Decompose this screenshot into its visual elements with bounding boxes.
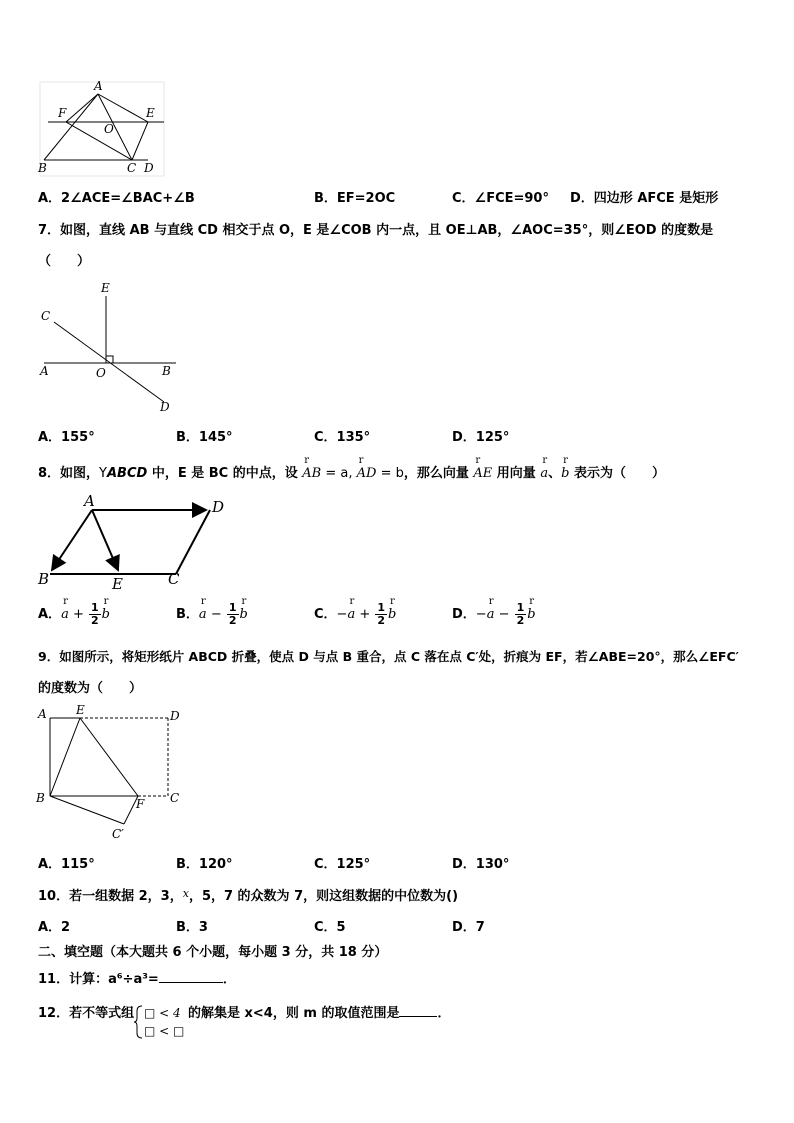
q8-option-d-frac [515, 602, 527, 627]
q12-brace [134, 1005, 144, 1039]
frac-num: 1 [91, 601, 99, 614]
frac-num: 1 [228, 601, 237, 614]
q7-label-e: E [101, 281, 110, 295]
q7-label-d: D [160, 400, 170, 414]
q8-option-b-label: B． [176, 607, 199, 622]
q8-figure [36, 492, 236, 592]
q8-option-c-frac [375, 602, 387, 627]
q8-vec-a: r a [540, 466, 548, 481]
q9-option-d: D．130° [452, 857, 510, 872]
q8-label-e: E [112, 575, 123, 593]
q8-stem-end: 表示为（ ） [569, 466, 665, 481]
q9-option-a: A．115° [38, 857, 95, 872]
q9-option-c: C．125° [314, 857, 371, 872]
q8-option-a [38, 602, 110, 627]
q7-option-c: C．135° [314, 430, 371, 445]
q7-stem: 7．如图，直线 AB 与直线 CD 相交于点 O，E 是∠COB 内一点，且 OE⊥AB，∠AOC=35°，则∠EOD 的度数是 [38, 223, 714, 238]
q8-option-b-b: r b [240, 607, 248, 622]
q8-option-b-a: r a [199, 607, 207, 622]
q8-vec-ab: r AB [302, 466, 321, 481]
q9-figure [36, 704, 196, 844]
q8-option-c-sign: + [355, 607, 375, 622]
q11-stem: 11．计算：a⁶÷a³= [38, 972, 159, 987]
q6-label-c: C [127, 161, 137, 175]
q8-option-d-pre: − [475, 607, 487, 622]
q6-option-c: C．∠FCE=90° [452, 191, 549, 206]
q7-option-b: B．145° [176, 430, 233, 445]
q10-option-b: B．3 [176, 920, 208, 935]
q7-label-b: B [162, 364, 171, 378]
q9-label-f: F [136, 797, 145, 811]
q8-option-a-a: r a [61, 607, 69, 622]
q8-label-a: A [84, 492, 95, 510]
q7-paren: （ ） [38, 254, 91, 269]
q8-vec-b: r b [561, 466, 569, 481]
frac-den: 2 [377, 614, 386, 627]
q12-inequality-1: □ < 4 [144, 1006, 181, 1020]
q9-label-c: C [170, 791, 180, 805]
q7-label-a: A [40, 364, 49, 378]
q8-option-c-b: r b [388, 607, 396, 622]
q8-option-a-sign: + [68, 607, 88, 622]
q8-option-b [176, 602, 248, 627]
q6-label-f: F [58, 106, 67, 120]
q8-stem-mid2: ，那么向量 [403, 466, 474, 481]
q11-answer-blank[interactable] [159, 970, 223, 983]
section-heading-fill-in: 二、填空题（本大题共 6 个小题，每小题 3 分，共 18 分） [38, 945, 388, 960]
q8-option-b-sign: − [206, 607, 226, 622]
q9-label-e: E [76, 703, 85, 717]
q8-stem-mid: 中，E 是 BC 的中点，设 [147, 466, 303, 481]
q7-option-d: D．125° [452, 430, 510, 445]
q6-label-e: E [146, 106, 155, 120]
q8-option-d-a: r a [487, 607, 495, 622]
frac-num: 1 [377, 601, 386, 614]
q8-option-c-pre: − [336, 607, 348, 622]
q8-option-a-b: r b [102, 607, 110, 622]
q6-label-b: B [38, 161, 47, 175]
q8-stem-mid3: 用向量 [492, 466, 541, 481]
q9-label-b: B [36, 791, 45, 805]
q10-option-c: C．5 [314, 920, 346, 935]
q8-option-d-sign: − [494, 607, 514, 622]
q8-option-c-a: r a [347, 607, 355, 622]
q8-parallelogram-symbol: Y [99, 466, 107, 481]
q8-label-d: D [212, 498, 225, 516]
q10-stem-a: 10．若一组数据 2，3， [38, 889, 183, 904]
q8-vec-ae: r AE [473, 466, 492, 481]
q8-option-c-label: C． [314, 607, 337, 622]
q8-eq-b: = b [376, 466, 404, 481]
q9-stem-line1: 9．如图所示，将矩形纸片 ABCD 折叠，使点 D 与点 B 重合，点 C 落在点 C′处，折痕为 EF，若∠ABE=20°，那么∠EFC′ [38, 649, 739, 664]
q6-label-a: A [94, 79, 103, 93]
q11 [38, 968, 236, 987]
q10-variable-x: x [182, 887, 189, 900]
q12-stem-a: 12．若不等式组 [38, 1006, 135, 1021]
q8-parallelogram-name: ABCD [107, 466, 148, 481]
q9-label-a: A [38, 707, 47, 721]
q12-stem-b [188, 1002, 450, 1021]
q10-stem [38, 885, 458, 904]
q8-option-a-frac [89, 602, 101, 627]
q10-stem-b: ，5，7 的众数为 7，则这组数据的中位数为() [188, 889, 459, 904]
q12-answer-blank[interactable] [399, 1004, 437, 1017]
q8-stem-prefix: 8．如图， [38, 466, 100, 481]
q6-option-a: A．2∠ACE=∠BAC+∠B [38, 191, 195, 206]
q6-option-b: B．EF=2OC [314, 191, 396, 206]
q7-label-c: C [41, 309, 51, 323]
q8-label-c: C [168, 570, 180, 588]
q6-option-d: D．四边形 AFCE 是矩形 [570, 191, 719, 206]
q6-figure [36, 78, 166, 176]
q9-label-d: D [170, 709, 180, 723]
q8-vec-ad: r AD [357, 466, 377, 481]
q8-sep: 、 [548, 466, 562, 481]
q7-figure [36, 280, 186, 415]
q8-option-d-b: r b [527, 607, 535, 622]
q8-stem [38, 462, 665, 481]
q11-end: ． [222, 972, 236, 987]
q8-eq-a: = a, [321, 466, 357, 481]
q8-option-b-frac [227, 602, 239, 627]
frac-den: 2 [91, 614, 99, 627]
q9-option-b: B．120° [176, 857, 233, 872]
frac-num: 1 [516, 601, 525, 614]
q8-label-b: B [38, 570, 50, 588]
frac-den: 2 [228, 614, 237, 627]
q7-option-a: A．155° [38, 430, 95, 445]
q8-option-c [314, 602, 396, 627]
q8-option-d [452, 602, 536, 627]
q8-option-a-label: A． [38, 607, 62, 622]
q6-label-d: D [144, 161, 154, 175]
q10-option-a: A．2 [38, 920, 71, 935]
q12-end: ． [437, 1006, 451, 1021]
frac-den: 2 [516, 614, 525, 627]
q9-stem-line2: 的度数为（ ） [38, 681, 143, 696]
q12-inequality-2: □ < □ [144, 1024, 185, 1038]
q10-option-d: D．7 [452, 920, 485, 935]
q12-stem-b-text: 的解集是 x<4，则 m 的取值范围是 [188, 1006, 400, 1021]
q6-label-o: O [104, 122, 114, 136]
q8-option-d-label: D． [452, 607, 476, 622]
q7-label-o: O [96, 366, 106, 380]
q9-label-c-prime: C′ [112, 827, 124, 841]
